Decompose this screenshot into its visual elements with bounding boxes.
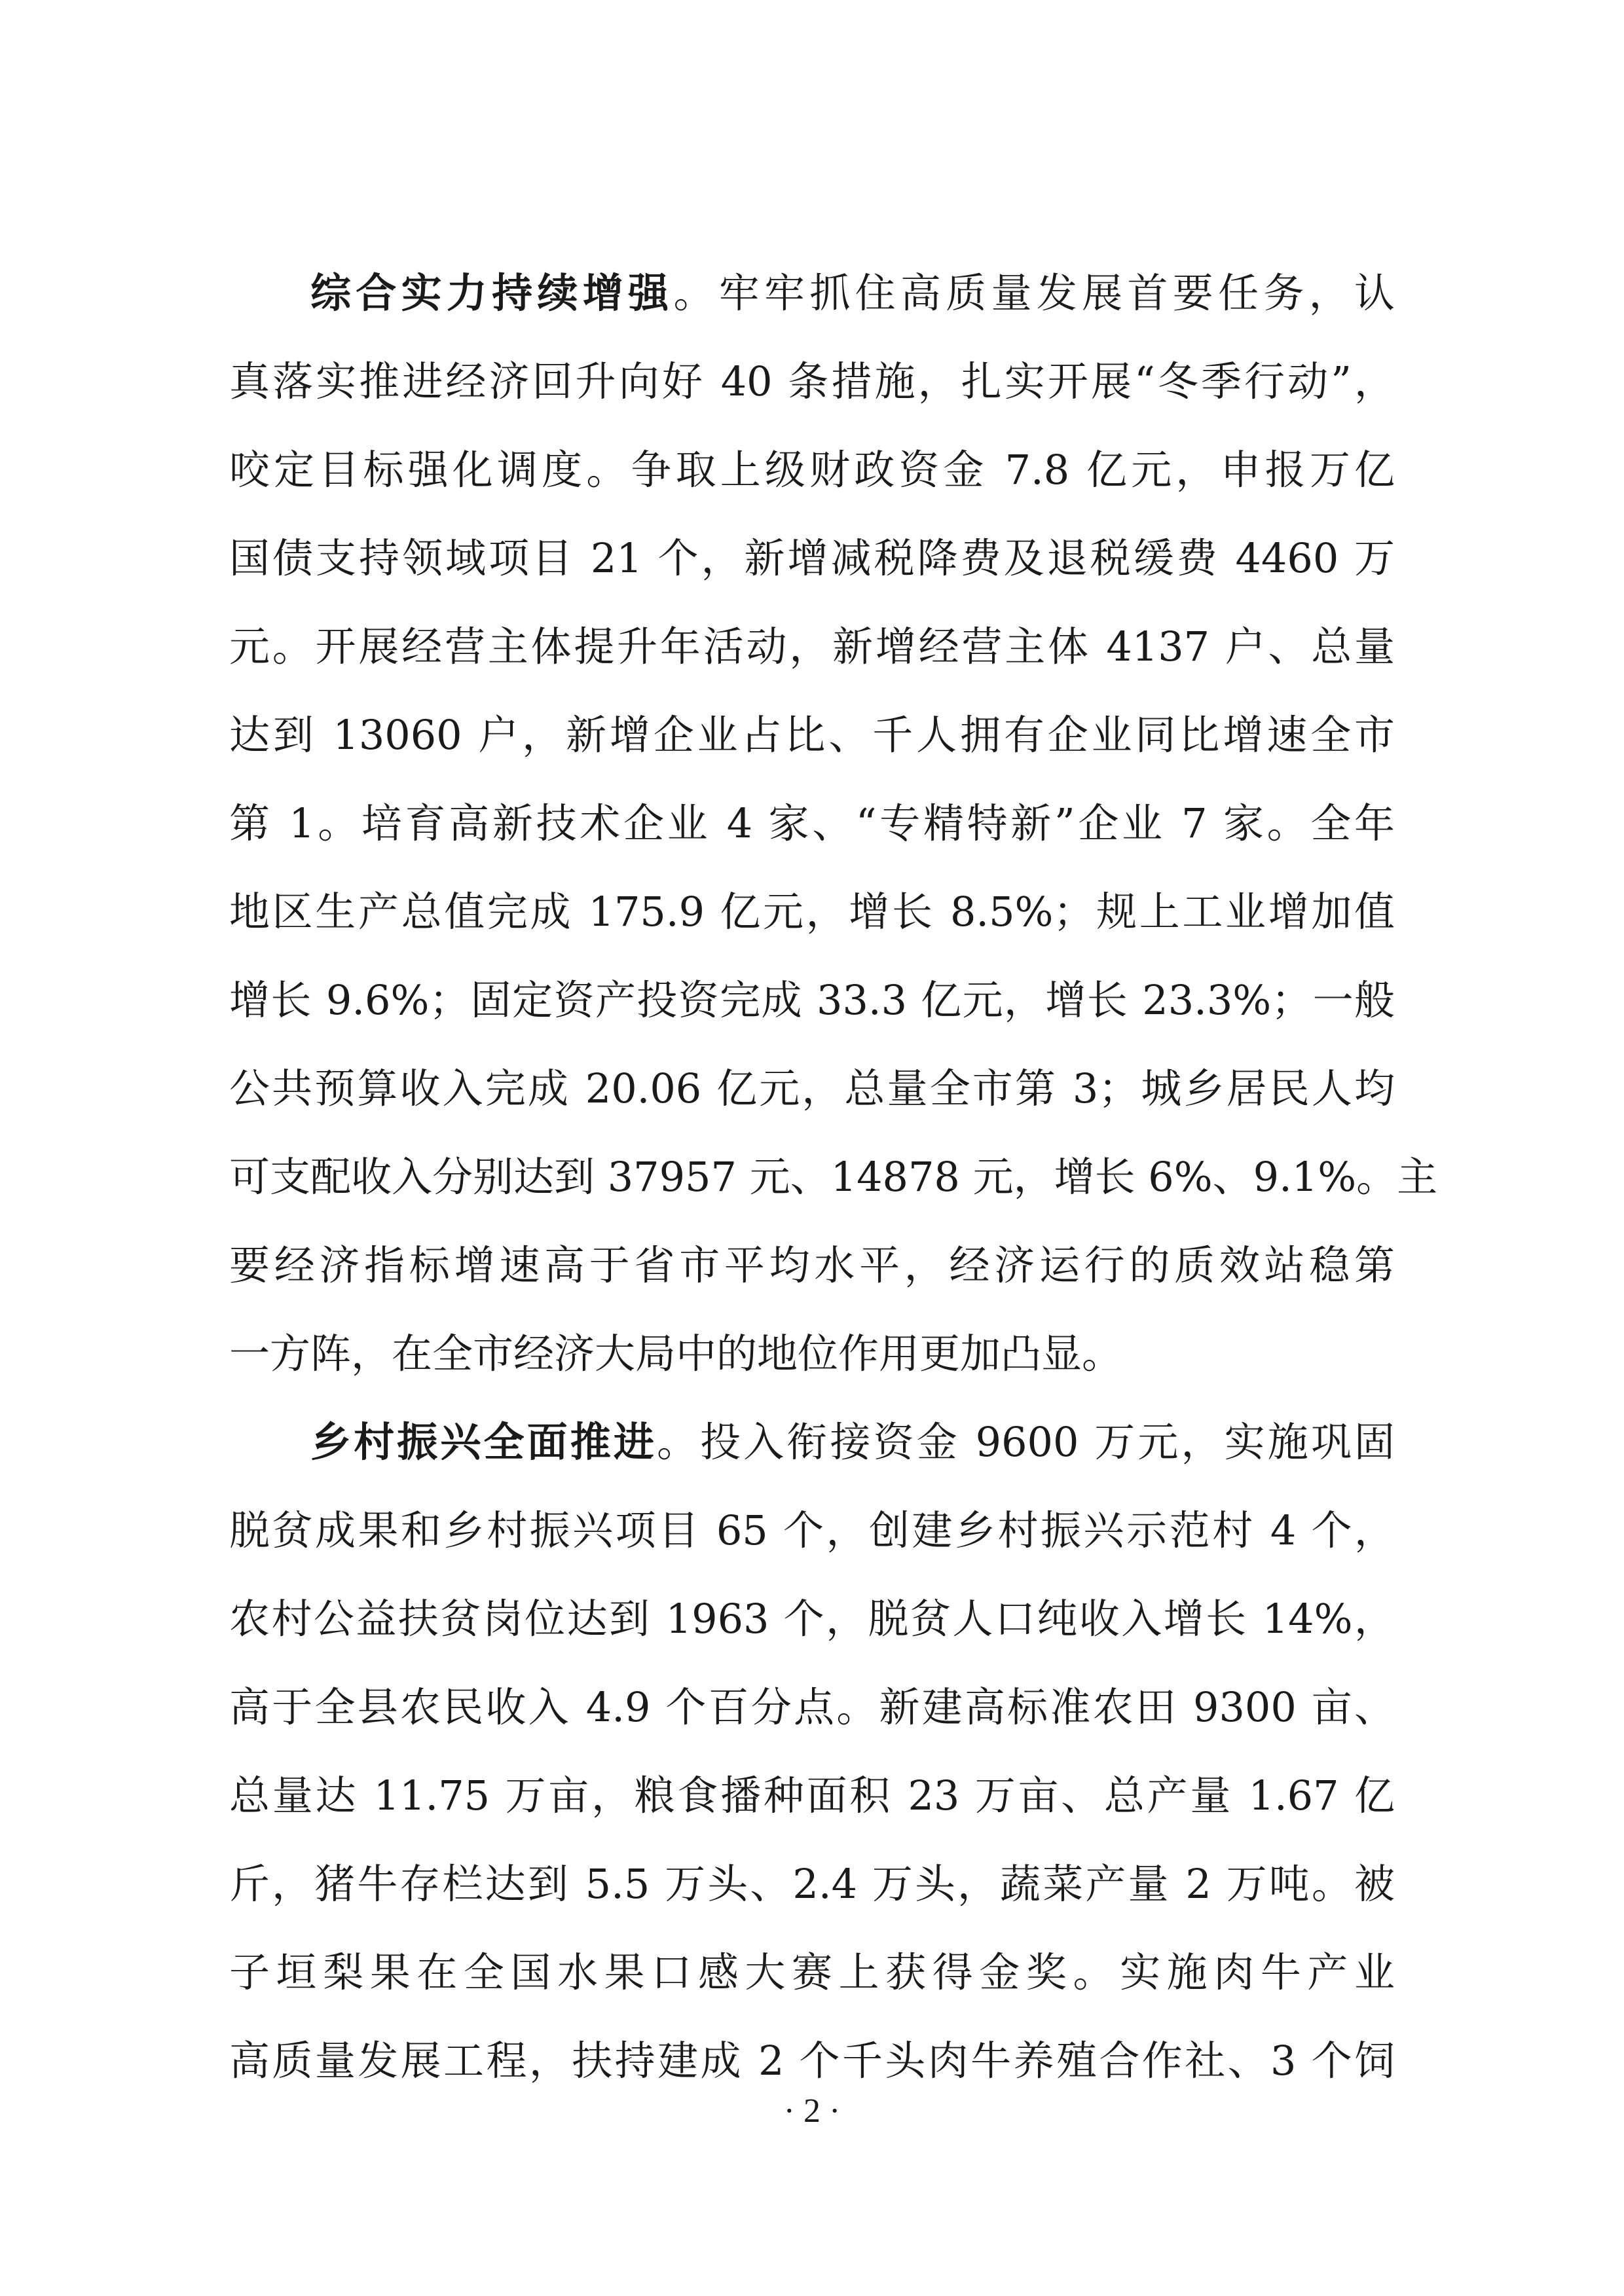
paragraph-1-line: 国债支持领域项目 21 个，新增减税降费及退税缓费 4460 万 (229, 534, 1395, 582)
paragraph-1-line: 第 1。培育高新技术企业 4 家、“专精特新”企业 7 家。全年 (229, 799, 1395, 847)
paragraph-1-line: 达到 13060 户，新增企业占比、千人拥有企业同比增速全市 (229, 711, 1395, 759)
paragraph-1-heading: 综合实力持续增强 (310, 269, 674, 317)
paragraph-1-line: 元。开展经营主体提升年活动，新增经营主体 4137 户、总量 (229, 623, 1395, 670)
paragraph-1-line: 真落实推进经济回升向好 40 条措施，扎实开展“冬季行动”， (229, 357, 1395, 405)
paragraph-1-line: 公共预算收入完成 20.06 亿元，总量全市第 3；城乡居民人均 (229, 1065, 1395, 1112)
paragraph-2-line: 高质量发展工程，扶持建成 2 个千头肉牛养殖合作社、3 个饲 (229, 2037, 1395, 2085)
paragraph-2-line: 农村公益扶贫岗位达到 1963 个，脱贫人口纯收入增长 14%， (229, 1595, 1395, 1643)
paragraph-2-line: 脱贫成果和乡村振兴项目 65 个，创建乡村振兴示范村 4 个， (229, 1506, 1395, 1554)
paragraph-1-line: 要经济指标增速高于省市平均水平，经济运行的质效站稳第 (229, 1241, 1395, 1289)
body-text (229, 249, 1438, 2105)
paragraph-2-line: 高于全县农民收入 4.9 个百分点。新建高标准农田 9300 亩、 (229, 1683, 1395, 1731)
paragraph-2-line: 斤，猪牛存栏达到 5.5 万头、2.4 万头，蔬菜产量 2 万吨。被 (229, 1860, 1395, 1908)
paragraph-1-line: 增长 9.6%；固定资产投资完成 33.3 亿元，增长 23.3%；一般 (229, 976, 1395, 1024)
paragraph-2-first-line-text: 。投入衔接资金 9600 万元，实施巩固 (656, 1418, 1395, 1466)
paragraph-1-line: 咬定目标强化调度。争取上级财政资金 7.8 亿元，申报万亿 (229, 446, 1395, 494)
paragraph-2-line-1 (229, 1398, 1395, 1486)
paragraph-1-line-1 (229, 249, 1395, 337)
paragraph-1-line: 可支配收入分别达到 37957 元、14878 元，增长 6%、9.1%。主 (229, 1153, 1438, 1201)
paragraph-2-heading: 乡村振兴全面推进 (310, 1418, 657, 1466)
page-number: · 2 · (783, 2092, 841, 2130)
paragraph-1-line: 地区生产总值完成 175.9 亿元，增长 8.5%；规上工业增加值 (229, 888, 1395, 936)
paragraph-1-first-line-text: 。牢牢抓住高质量发展首要任务，认 (673, 269, 1395, 317)
paragraph-1-last-line: 一方阵，在全市经济大局中的地位作用更加凸显。 (229, 1330, 1123, 1377)
paragraph-2-line: 子垣梨果在全国水果口感大赛上获得金奖。实施肉牛产业 (229, 1948, 1395, 1996)
paragraph-2-line: 总量达 11.75 万亩，粮食播种面积 23 万亩、总产量 1.67 亿 (229, 1772, 1395, 1819)
